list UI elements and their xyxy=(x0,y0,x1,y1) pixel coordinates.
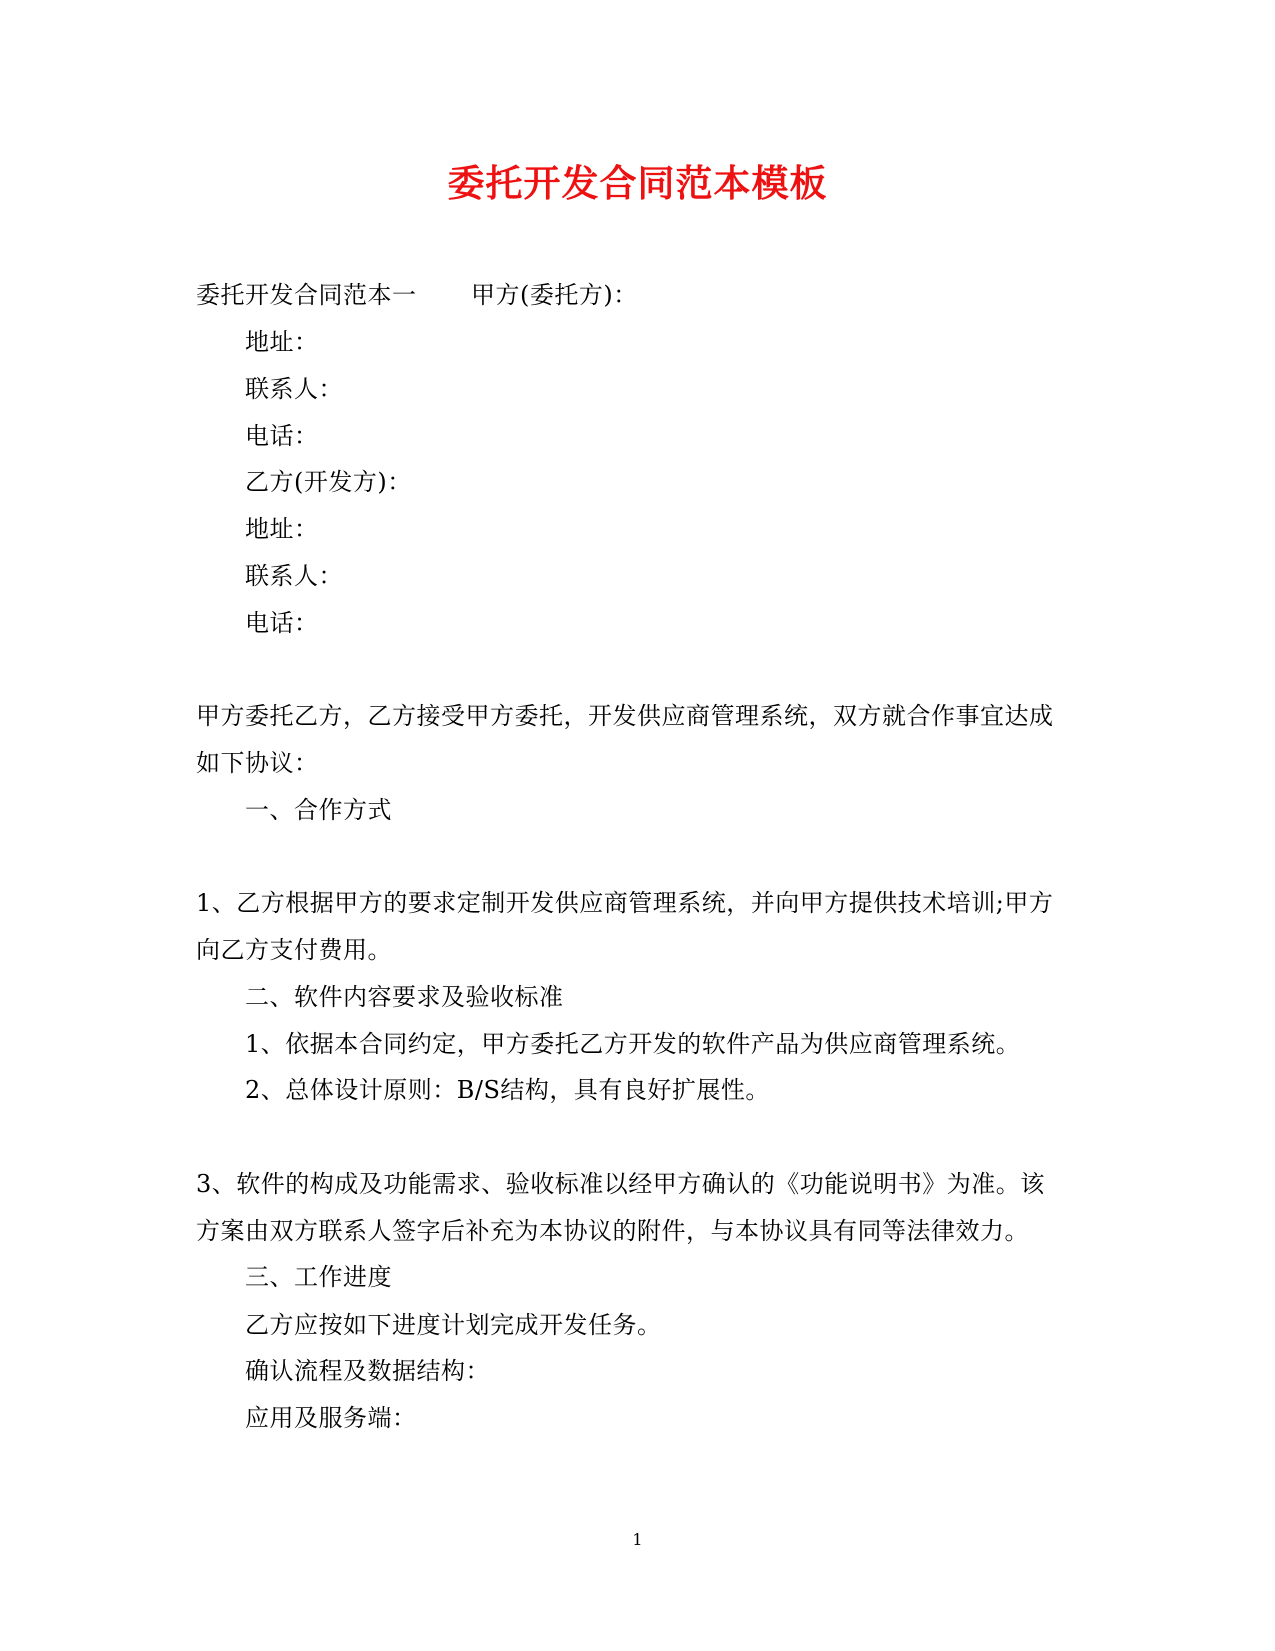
section-2-item-2: 2、总体设计原则：B/S结构，具有良好扩展性。 xyxy=(245,1076,770,1104)
party-a-address: 地址： xyxy=(245,328,319,356)
section-3-line-1: 乙方应按如下进度计划完成开发任务。 xyxy=(245,1311,662,1339)
section-3-heading: 三、工作进度 xyxy=(245,1263,392,1291)
section-3-line-2: 确认流程及数据结构： xyxy=(245,1357,490,1385)
party-a-label: 甲方(委托方)： xyxy=(471,281,638,309)
section-2-item-3-line-2: 方案由双方联系人签字后补充为本协议的附件，与本协议具有同等法律效力。 xyxy=(196,1217,1029,1245)
party-a-contact: 联系人： xyxy=(245,375,343,403)
party-b-label: 乙方(开发方)： xyxy=(245,468,412,496)
section-1-item-1-line-2: 向乙方支付费用。 xyxy=(196,936,392,964)
intro-line-1: 甲方委托乙方，乙方接受甲方委托，开发供应商管理系统，双方就合作事宜达成 xyxy=(196,702,1054,730)
party-b-contact: 联系人： xyxy=(245,562,343,590)
section-3-line-3: 应用及服务端： xyxy=(245,1404,417,1432)
page-number: 1 xyxy=(632,1530,643,1549)
intro-line-2: 如下协议： xyxy=(196,749,319,777)
section-1-item-1-line-1: 1、乙方根据甲方的要求定制开发供应商管理系统，并向甲方提供技术培训;甲方 xyxy=(196,889,1054,917)
section-1-heading: 一、合作方式 xyxy=(245,796,392,824)
party-b-phone: 电话： xyxy=(245,609,319,637)
document-title: 委托开发合同范本模板 xyxy=(447,161,828,205)
heading-left: 委托开发合同范本一 xyxy=(196,281,417,309)
section-2-item-3-line-1: 3、软件的构成及功能需求、验收标准以经甲方确认的《功能说明书》为准。该 xyxy=(196,1170,1045,1198)
party-b-address: 地址： xyxy=(245,515,319,543)
party-a-phone: 电话： xyxy=(245,422,319,450)
section-2-item-1: 1、依据本合同约定，甲方委托乙方开发的软件产品为供应商管理系统。 xyxy=(245,1030,1021,1058)
section-2-heading: 二、软件内容要求及验收标准 xyxy=(245,983,564,1011)
